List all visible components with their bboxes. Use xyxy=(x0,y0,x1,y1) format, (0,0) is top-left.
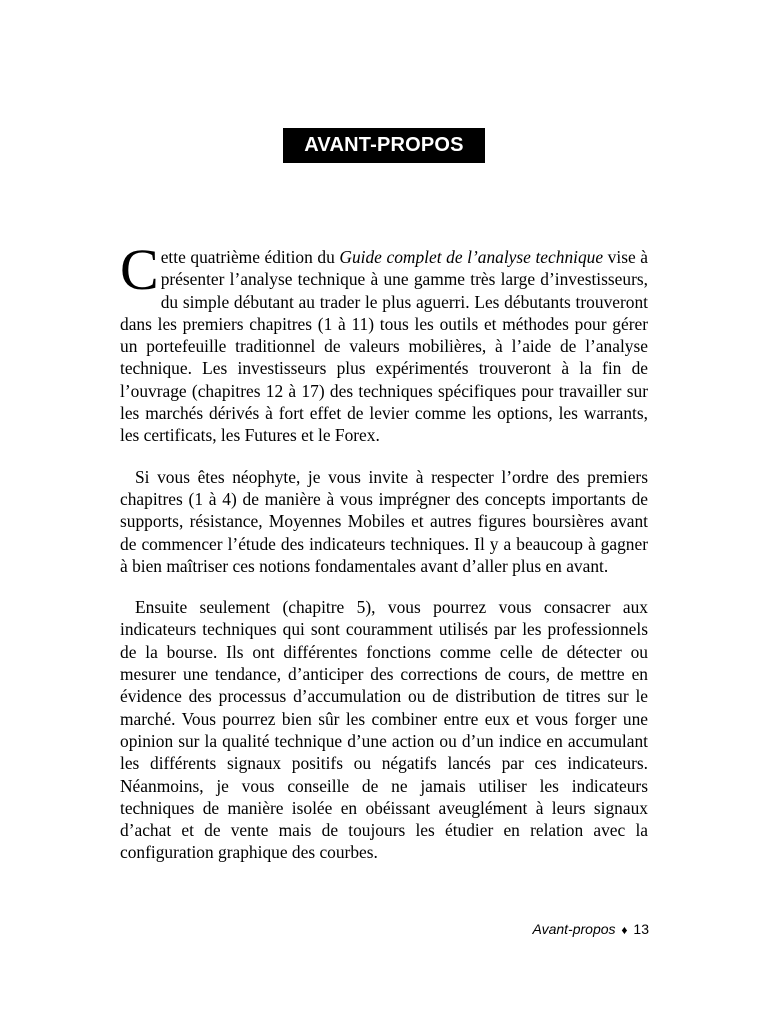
paragraph-2: Si vous êtes néophyte, je vous invite à respecter l’ordre des premiers chapitres (1 à 4) de manière à vous imprégner des concepts importants de supports, résistance, Moyennes Mobiles et autres figures boursières avant de commencer l’étude des indicateurs techniques. Il y a beaucoup à gagner à bien maîtriser ces notions fondamentales avant d’aller plus en avant. xyxy=(120,466,648,576)
book-title: Guide complet de l’analyse technique xyxy=(339,247,604,267)
chapter-heading xyxy=(283,128,485,163)
drop-cap: C xyxy=(120,237,159,302)
page-footer xyxy=(533,921,650,937)
footer-section: Avant-propos xyxy=(532,921,616,937)
paragraph-1-end: vise à présenter l’analyse technique à une gamme très large d’investisseurs, du simple débutant au trader le plus aguerri. Les débutants trouveront dans les premiers chapitres (1 à 11) tous les outils et méthodes pour gérer un portefeuille traditionnel de valeurs mobilières, à l’aide de l’analyse technique. Les investisseurs plus expérimentés trouveront à la fin de l’ouvrage (chapitres 12 à 17) des techniques spécifiques pour travailler sur les marchés dérivés à fort effet de levier comme les options, les warrants, les certificats, les Futures et le Forex. xyxy=(120,247,648,446)
chapter-title: AVANT-PROPOS xyxy=(304,134,464,156)
page-number: 13 xyxy=(633,921,649,937)
paragraph-1 xyxy=(120,237,648,447)
diamond-icon: ♦ xyxy=(621,923,628,937)
paragraph-3: Ensuite seulement (chapitre 5), vous pourrez vous consacrer aux indicateurs techniques qui sont couramment utilisés par les professionnels de la bourse. Ils ont différentes fonctions comme celle de détecter ou mesurer une tendance, d’anticiper des corrections de cours, de mettre en évidence des processus d’accumulation ou de distribution de titres sur le marché. Vous pourrez bien sûr les combiner entre eux et vous forger une opinion sur la qualité technique d’une action ou d’un indice en accumulant les différents signaux positifs ou négatifs lancés par ces indicateurs. Néanmoins, je vous conseille de ne jamais utiliser les indicateurs techniques de manière isolée en obéissant aveuglément à leurs signaux d’achat et de vente mais de toujours les étudier en relation avec la configuration graphique des courbes. xyxy=(120,597,648,863)
paragraph-1-start: ette quatrième édition du xyxy=(160,247,340,267)
body-text xyxy=(120,237,648,864)
